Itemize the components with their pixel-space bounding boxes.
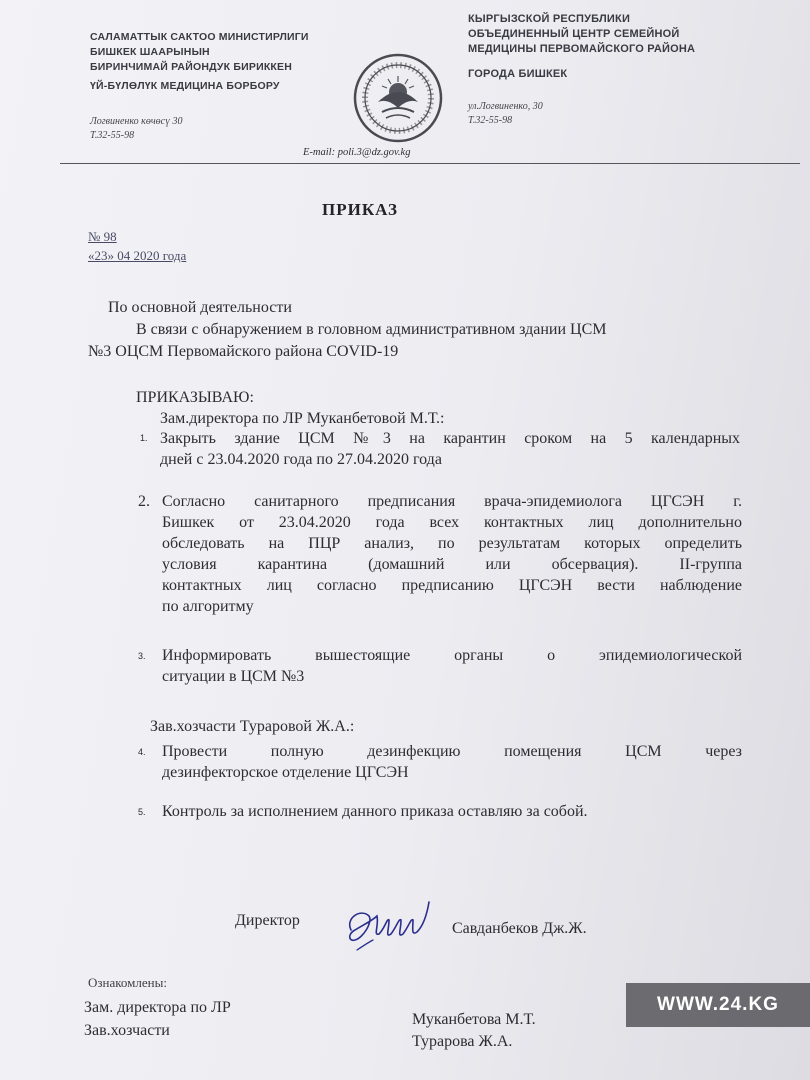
item-number: 1. [140,433,148,443]
header-right-line: ОБЪЕДИНЕННЫЙ ЦЕНТР СЕМЕЙНОЙ [468,28,680,40]
list-item-line: Информировать вышестоящие органы о эпидемиологической [162,647,742,664]
header-left-address: Логвиненко көчөсү 30 [90,116,183,127]
list-item [160,428,740,470]
list-item-line: Контроль за исполнением данного приказа оставляю за собой. [162,803,588,820]
document-title: ПРИКАЗ [322,200,398,219]
list-item-line: дней с 23.04.2020 года по 27.04.2020 года [160,451,442,468]
list-item-line: по алгоритму [162,598,254,615]
order-date: «23» 04 2020 года [88,248,187,263]
list-item-line: Провести полную дезинфекцию помещения ЦСМ через [162,743,742,760]
header-right-contacts [468,100,543,128]
preamble-line: №3 ОЦСМ Первомайского района COVID-19 [88,343,399,360]
header-right-address: ул.Логвиненко, 30 [468,101,543,112]
list-item-line: Закрыть здание ЦСМ №3 на карантин сроком на 5 календарных [160,430,740,447]
header-right-city: ГОРОДА БИШКЕК [468,68,568,80]
list-item-line: контактных лиц согласно предписанию ЦГСЭН вести наблюдение [162,577,742,594]
item-number: 5. [138,807,146,817]
header-right-phone: Т.32-55-98 [468,115,513,126]
header-left-phone: Т.32-55-98 [90,130,135,141]
acquainted-name: Муканбетова М.Т. [412,1011,536,1028]
header-left-line: БИШКЕК ШААРЫНЫН [90,46,210,58]
list-item-line: Бишкек от 23.04.2020 года всех контактных лиц дополнительно [162,514,742,531]
list-item [162,741,742,783]
acquainted-role: Зам. директора по ЛР [84,999,231,1016]
watermark: WWW.24.KG [626,983,810,1027]
email: E-mail: poli.3@dz.gov.kg [303,147,411,158]
item-number: 3. [138,651,146,661]
acquainted-label: Ознакомлены: [88,975,167,990]
housekeeping-assign: Зав.хозчасти Тураровой Ж.А.: [150,718,355,735]
acquainted-role: Зав.хозчасти [84,1022,170,1039]
header-left-line: ҮЙ-БҮЛӨЛҮК МЕДИЦИНА БОРБОРУ [90,80,280,92]
header-left [90,30,360,94]
director-name: Савданбеков Дж.Ж. [452,920,587,937]
subject: По основной деятельности [108,299,292,316]
header-divider [60,163,800,164]
order-word: ПРИКАЗЫВАЮ: [136,389,254,406]
header-left-line: БИРИНЧИМАЙ РАЙОНДУК БИРИККЕН [90,61,293,73]
item-number: 2. [138,493,150,510]
header-right-line: МЕДИЦИНЫ ПЕРВОМАЙСКОГО РАЙОНА [468,43,696,55]
preamble-line: В связи с обнаружением в головном административном здании ЦСМ [136,321,607,338]
list-item-line: обследовать на ПЦР анализ, по результатам которых определить [162,535,742,552]
header-left-contacts [90,115,183,143]
acquainted-name: Турарова Ж.А. [412,1033,513,1050]
director-label: Директор [235,912,300,929]
state-emblem-icon [352,52,444,144]
signature-icon [343,890,433,960]
list-item-line: Согласно санитарного предписания врача-эпидемиолога ЦГСЭН г. [162,493,742,510]
header-right-line: КЫРГЫЗСКОЙ РЕСПУБЛИКИ [468,13,631,25]
list-item [162,645,742,687]
header-left-line: САЛАМАТТЫК САКТОО МИНИСТИРЛИГИ [90,31,309,43]
list-item-line: ситуации в ЦСМ №3 [162,668,305,685]
item-number: 4. [138,747,146,757]
deputy-assign: Зам.директора по ЛР Муканбетовой М.Т.: [160,410,445,427]
list-item-line: условия карантина (домашний или обсервация). II-группа [162,556,742,573]
order-number: № 98 [88,229,117,244]
list-item [162,491,742,617]
header-right [468,12,768,82]
list-item-line: дезинфекторское отделение ЦГСЭН [162,764,409,781]
list-item [162,801,742,822]
